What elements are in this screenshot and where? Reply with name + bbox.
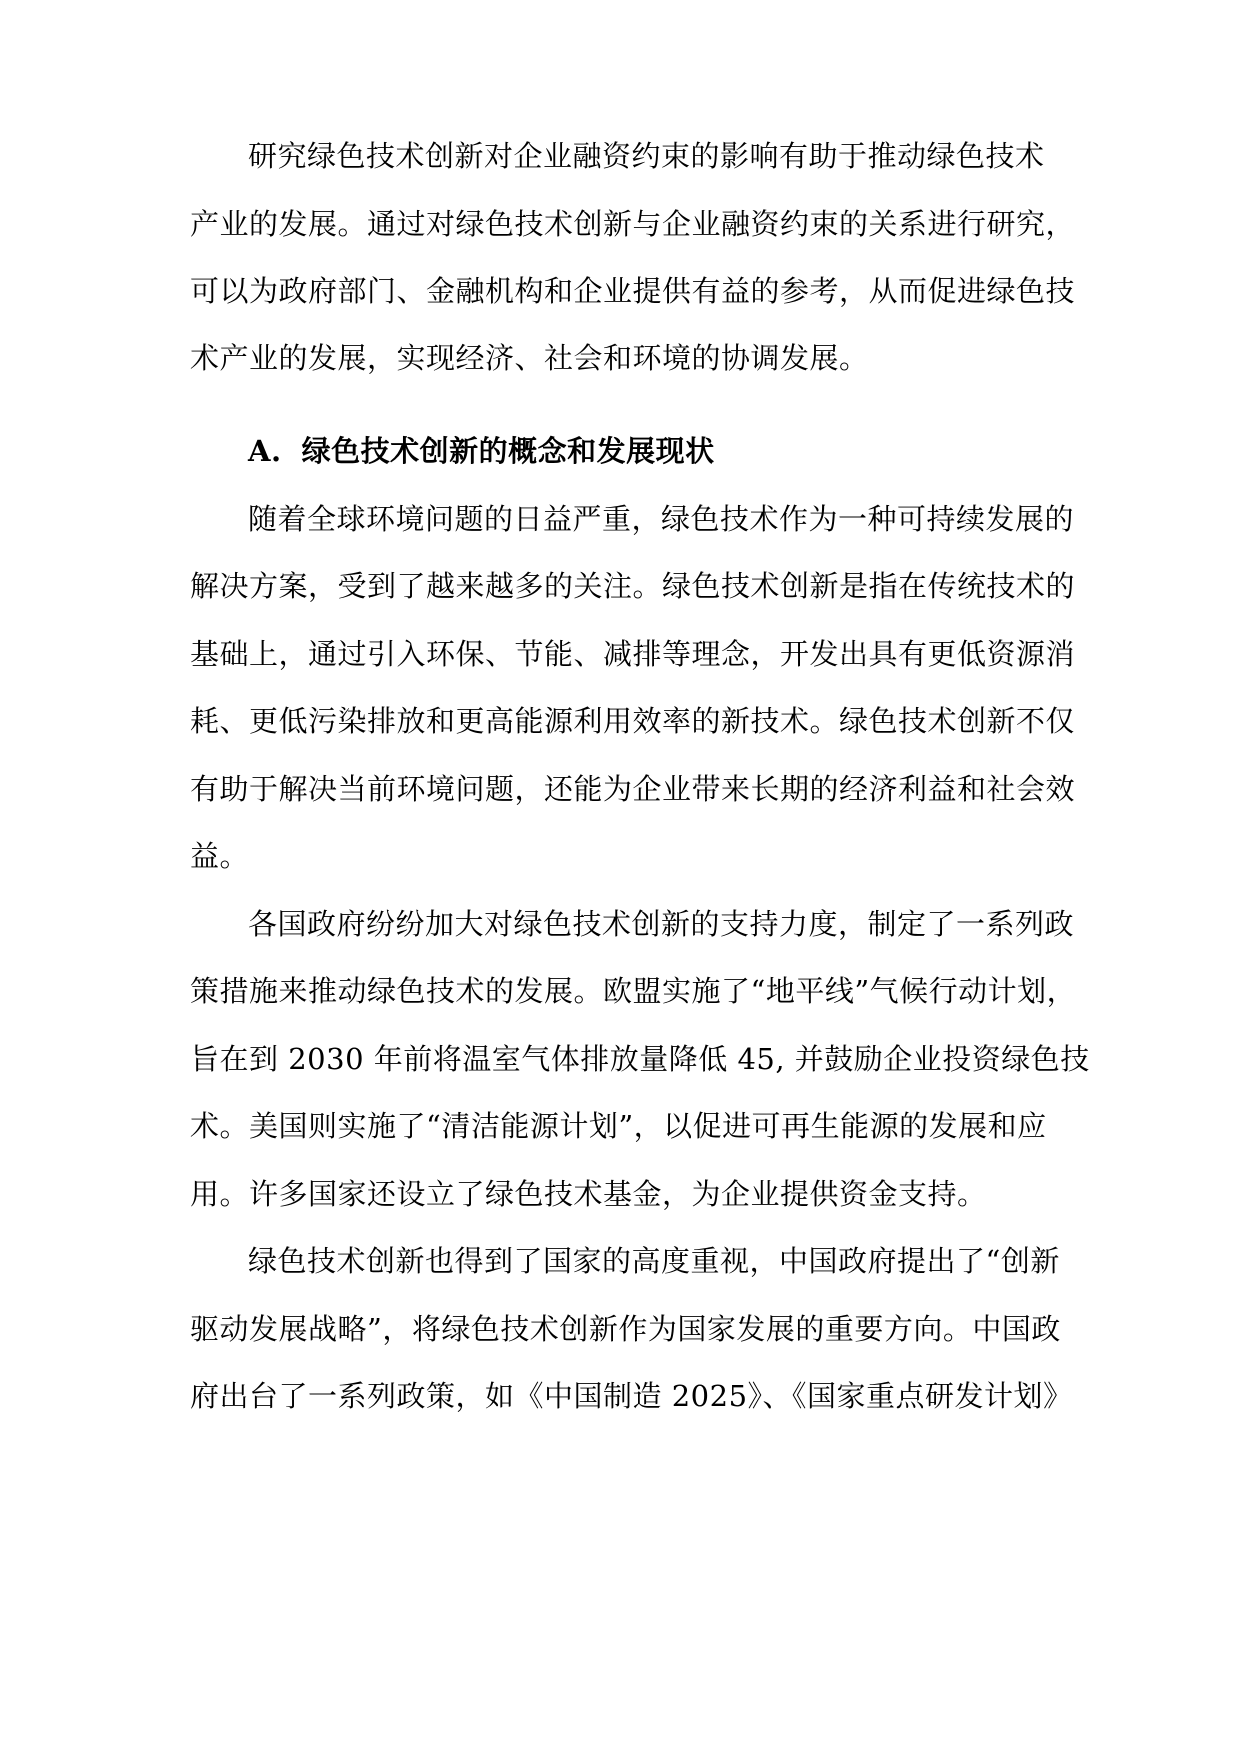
paragraph-1-line-3: 可以为政府部门、金融机构和企业提供有益的参考，从而促进绿色技 [190, 274, 1076, 308]
paragraph-3-line-2: 策措施来推动绿色技术的发展。欧盟实施了“地平线”气候行动计划， [190, 974, 1077, 1008]
paragraph-4-line-3: 府出台了一系列政策，如《中国制造 2025》、《国家重点研发计划》 [190, 1379, 1073, 1413]
paragraph-3-line-1: 各国政府纷纷加大对绿色技术创新的支持力度，制定了一系列政 [248, 907, 1075, 941]
paragraph-1-line-4: 术产业的发展，实现经济、社会和环境的协调发展。 [190, 341, 869, 375]
paragraph-2-line-4: 耗、更低污染排放和更高能源利用效率的新技术。绿色技术创新不仅 [190, 704, 1076, 738]
paragraph-3-line-4: 术。美国则实施了“清洁能源计划”，以促进可再生能源的发展和应 [190, 1109, 1047, 1143]
section-heading-marker: A. [248, 434, 282, 468]
paragraph-3-line-3: 旨在到 2030 年前将温室气体排放量降低 45, 并鼓励企业投资绿色技 [190, 1042, 1090, 1076]
section-heading-title: 绿色技术创新的概念和发展现状 [301, 434, 715, 468]
paragraph-4-line-2: 驱动发展战略”，将绿色技术创新作为国家发展的重要方向。中国政 [190, 1312, 1061, 1346]
section-heading [248, 431, 715, 471]
paragraph-1-line-1: 研究绿色技术创新对企业融资约束的影响有助于推动绿色技术 [248, 139, 1045, 173]
paragraph-2-line-5: 有助于解决当前环境问题，还能为企业带来长期的经济利益和社会效 [190, 772, 1076, 806]
paragraph-2-line-3: 基础上，通过引入环保、节能、减排等理念，开发出具有更低资源消 [190, 637, 1076, 671]
paragraph-3-line-5: 用。许多国家还设立了绿色技术基金，为企业提供资金支持。 [190, 1177, 987, 1211]
paragraph-1-line-2: 产业的发展。通过对绿色技术创新与企业融资约束的关系进行研究， [190, 207, 1076, 241]
paragraph-2-line-6: 益。 [190, 839, 250, 873]
paragraph-2-line-1: 随着全球环境问题的日益严重，绿色技术作为一种可持续发展的 [248, 502, 1075, 536]
paragraph-2-line-2: 解决方案，受到了越来越多的关注。绿色技术创新是指在传统技术的 [190, 569, 1076, 603]
paragraph-4-line-1: 绿色技术创新也得到了国家的高度重视，中国政府提出了“创新 [248, 1244, 1060, 1278]
